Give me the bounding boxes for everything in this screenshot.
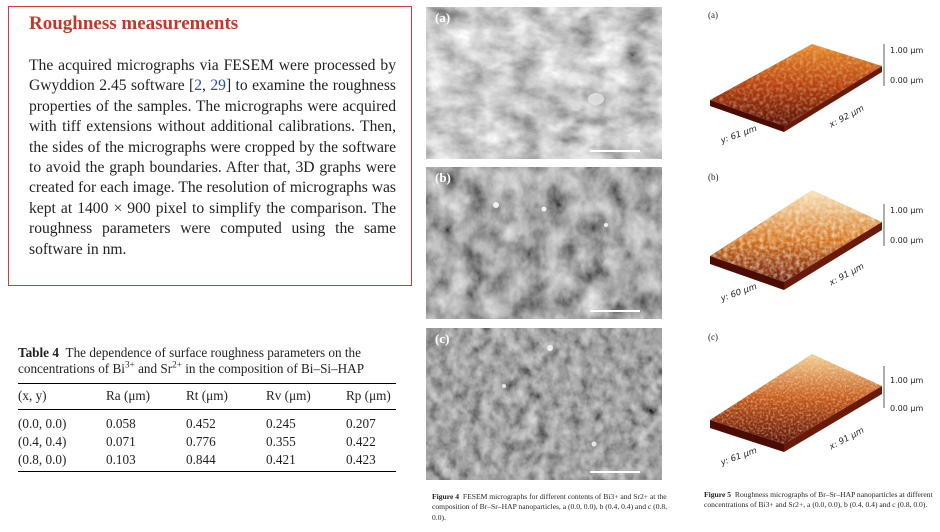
header-rt: Rt (μm) [186,388,228,403]
afm-plot-a [700,8,940,158]
z-tick-bottom: 0.00 μm [890,236,924,245]
figure-4-caption [432,492,668,523]
y-axis-label: y: 61 μm [719,445,759,469]
header-rv: Rv (μm) [266,388,311,403]
table-cell: 0.355 [266,434,296,449]
header-ra: Ra (μm) [106,388,151,403]
afm-plot-c [700,330,940,480]
afm-label-c: (c) [708,332,718,342]
table-cell: 0.245 [266,416,296,431]
table-caption [18,345,396,377]
table-caption-sup1: 3+ [124,359,135,370]
table-caption-sup2: 2+ [172,359,182,370]
figure-5-caption-text: Roughness micrographs of Br–Sr–HAP nanoparticles at different concentrations of Bi3+ and Sr2+, a (0.0, 0.0), b (0.4, 0.4) and c (0.8, 0.0). [704,490,933,510]
table-row [18,433,396,451]
figure-5-label: Figure 5 [704,490,732,499]
figure-4-caption-text: FESEM micrographs for different contents of Bi3+ and Sr2+ at the composition of Br–Sr–HAP nanoparticles, a (0.0, 0.0), b (0.4, 0.4) and c (0.8, 0.0). [432,492,668,522]
table-cell: 0.103 [106,451,186,472]
z-tick-bottom: 0.00 μm [890,76,924,85]
section-paragraph [29,56,396,260]
afm-label-b: (b) [708,172,719,182]
panel-label-c: (c) [435,331,450,346]
table-label: Table 4 [18,345,59,360]
afm-label-a: (a) [708,10,718,20]
y-axis-label: y: 61 μm [719,123,759,147]
x-axis-label: x: 91 μm [827,425,866,453]
table-caption-c: in the composition of Bi–Si–HAP [181,361,365,376]
table-row [18,451,396,472]
afm-plot-b [700,170,940,320]
table-cell: 0.071 [106,434,136,449]
table-row [18,410,396,434]
panel-label-a: (a) [435,10,451,25]
x-axis-label: x: 92 μm [827,103,866,131]
table-header-row [18,384,396,410]
paragraph-text-2: ] to examine the roughness properties of the samples. The micrographs were acquired with tiff extensions without additional calibrations. Then, the sides of the micrographs were cropped by the software to avoid the graph boundaries. After that, 3D graphs were created for each image. The resolution of micrographs was kept at 1400 × 900 pixel to simplify the comparison. The roughness parameters were computed using the same software in nm. [29,77,396,258]
z-tick-top: 1.00 μm [890,376,924,385]
sem-micrograph-a [426,7,662,159]
table-cell: 0.776 [186,434,216,449]
figure-4-label: Figure 4 [432,492,460,501]
table-cell: 0.421 [266,451,346,472]
table-caption-a: The dependence of surface roughness parameters on the concentrations of Bi [18,345,362,376]
z-tick-top: 1.00 μm [890,206,924,215]
z-tick-top: 1.00 μm [890,46,924,55]
panel-label-b: (b) [435,170,451,185]
paragraph-text-1: The acquired micrographs via FESEM were processed by Gwyddion 2.45 software [ [29,57,396,95]
table-cell: 0.844 [186,451,266,472]
citation-separator: , [202,77,211,95]
citation-link-2[interactable]: 2 [194,77,203,95]
table-cell: 0.058 [106,416,136,431]
table-caption-b: and Sr [134,361,173,376]
section-heading: Roughness measurements [29,13,239,34]
sem-micrograph-c [426,328,662,480]
table-cell: 0.207 [346,416,376,431]
header-rp: Rp (μm) [346,388,391,403]
table-cell: (0.8, 0.0) [18,451,106,472]
table-cell: 0.423 [346,451,396,472]
table-cell: 0.452 [186,416,216,431]
sem-micrograph-b [426,167,662,319]
table-cell: (0.0, 0.0) [18,416,67,431]
citation-link-29[interactable]: 29 [210,77,226,95]
header-xy: (x, y) [18,388,47,403]
x-axis-label: x: 91 μm [827,261,866,289]
table-4 [18,345,396,472]
figure-5-caption [704,490,940,511]
y-axis-label: y: 60 μm [719,281,759,305]
table-cell: (0.4, 0.4) [18,434,67,449]
roughness-table [18,383,396,472]
z-tick-bottom: 0.00 μm [890,404,924,413]
table-cell: 0.422 [346,434,376,449]
roughness-section-box [8,6,412,286]
